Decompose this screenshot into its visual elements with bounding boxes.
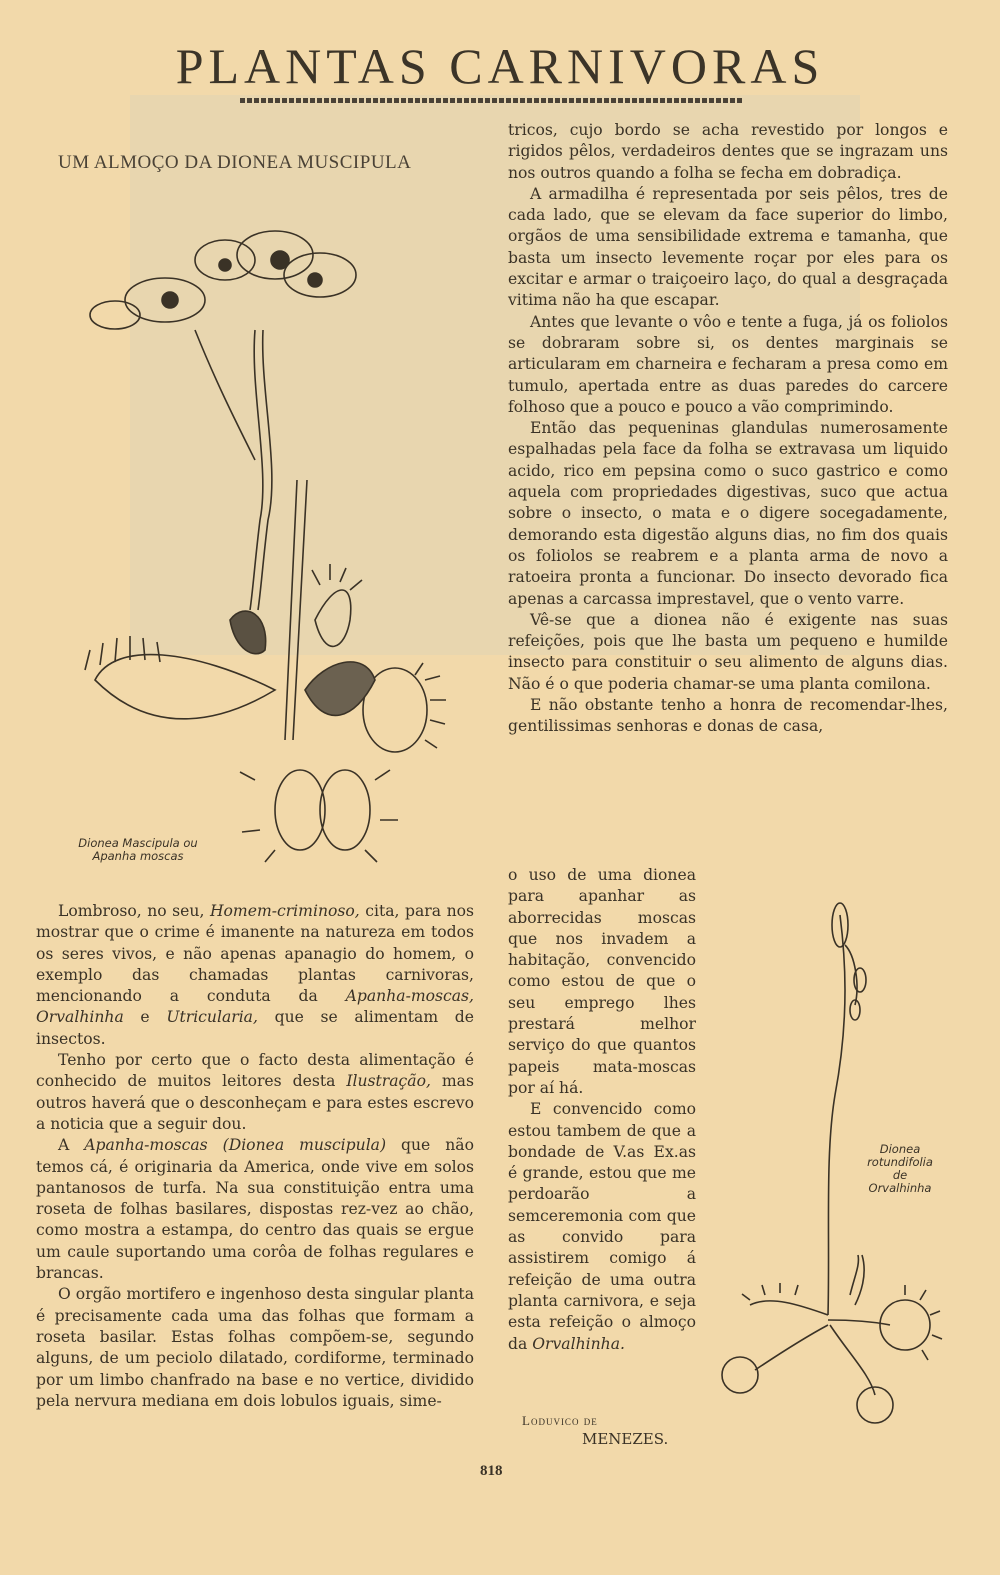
dotted-rule-divider bbox=[240, 98, 742, 103]
caption-line: Dionea Mascipula ou bbox=[78, 836, 198, 850]
caption-line: rotundifolia bbox=[867, 1155, 933, 1169]
dionea-muscipula-illustration bbox=[75, 220, 465, 870]
sundew-rosette bbox=[722, 1283, 942, 1423]
paragraph: A Apanha-moscas (Dionea muscipula) que não temos cá, é originaria da America, onde vive em solos pantanosos de turfa. Na sua constituição entra uma roseta de folhas basilares, dispostas rez-vez ao chão, como mostra a estampa, do centro das quais se ergue um caule suportando uma corôa de folhas regulares e brancas. bbox=[36, 1136, 474, 1283]
flower-stalk bbox=[250, 330, 263, 610]
caption-line: de bbox=[892, 1168, 908, 1182]
caption-line: Dionea bbox=[879, 1142, 921, 1156]
paragraph: A armadilha é representada por seis pêlos, tres de cada lado, que se elevam da face superior do limbo, orgãos de uma sensibilidade extrema e tamanha, que basta um insecto levemente roçar por eles para os excitar e armar o traiçoeiro laço, do qual a desgraçada vitima não ha que escapar. bbox=[508, 184, 948, 310]
paragraph: o uso de uma dionea para apanhar as aborrecidas moscas que nos invadem a habitação, convencido como estou de que o seu emprego lhes prestará melhor serviço do que quantos papeis mata-moscas por aí há. bbox=[508, 866, 696, 1097]
paragraph: E não obstante tenho a honra de recomendar-lhes, gentilissimas senhoras e donas de casa, bbox=[508, 696, 948, 736]
paragraph: tricos, cujo bordo se acha revestido por longos e rigidos pêlos, verdadeiros dentes que se ingrazam uns nos outros quando a folha se fecha em dobradiça. bbox=[508, 121, 948, 182]
figure-caption-dionea-rotundifolia bbox=[845, 1143, 955, 1195]
author-first-name: Loduvico de bbox=[522, 1413, 598, 1428]
article-column-left bbox=[36, 901, 474, 1412]
paragraph: Vê-se que a dionea não é exigente nas suas refeições, pois que lhe basta um pequeno e humilde insecto para constituir o seu alimento de alguns dias. Não é o que poderia chamar-se uma planta comilona. bbox=[508, 610, 948, 693]
flower-cluster bbox=[90, 231, 356, 329]
paragraph: O orgão mortifero e ingenhoso desta singular planta é precisamente cada uma das folhas que formam a roseta basilar. Estas folhas compõem-se, segundo alguns, de um peciolo dilatado, cordiforme, terminado por um limbo chanfrado na base e no vertice, dividido pela nervura mediana em dois lobulos iguais, sime- bbox=[36, 1285, 474, 1410]
caption-line: Apanha moscas bbox=[92, 849, 184, 863]
caption-line: Orvalhinha bbox=[868, 1181, 932, 1195]
paragraph: Antes que levante o vôo e tente a fuga, já os foliolos se dobraram sobre si, os dentes marginais se articularam em charneira e fecharam a presa como em tumulo, apertada entre as duas paredes do carcere folhoso que a pouco e pouco a vão comprimindo. bbox=[508, 312, 948, 416]
page-title: PLANTAS CARNIVORAS bbox=[175, 38, 825, 94]
paragraph: Tenho por certo que o facto desta alimentação é conhecido de muitos leitores desta Ilustração, mas outros haverá que o desconheçam e para estes escrevo a noticia que a seguir dou. bbox=[36, 1051, 474, 1133]
paragraph: E convencido como estou tambem de que a bondade de V.as Ex.as é grande, estou que me perdoarão a semceremonia com que as convido para assistirem comigo á refeição de uma outra planta carnivora, e seja esta refeição o almoço da Orvalhinha. bbox=[508, 1100, 696, 1353]
article-subtitle: UM ALMOÇO DA DIONEA MUSCIPULA bbox=[58, 152, 412, 173]
trap-leaves bbox=[85, 564, 446, 862]
paragraph: Lombroso, no seu, Homem-criminoso, cita, para nos mostrar que o crime é imanente na natureza em todos os seres vivos, e não apenas apanagio do homem, o exemplo das chamadas plantas carnivoras, mencionando a conduta da Apanha-moscas, Orvalhinha e Utricularia, que se alimentam de insectos. bbox=[36, 902, 474, 1048]
article-column-narrow bbox=[508, 865, 696, 1355]
page-number: 818 bbox=[480, 1463, 503, 1479]
figure-caption-dionea-muscipula bbox=[58, 837, 218, 863]
leaf-stem bbox=[285, 480, 307, 740]
paragraph: Então das pequeninas glandulas numerosamente espalhadas pela face da folha se extravasa um liquido acido, rico em pepsina como o suco gastrico e como aquela com propriedades digestivas, suco que actua sobre o insecto, o mata e o digere socegadamente, demorando esta digestão alguns dias, no fim dos quais os foliolos se reabrem e a planta arma de novo a ratoeira pronta a funcionar. Do insecto devorado fica apenas a carcassa imprestavel, que o vento varre. bbox=[508, 419, 948, 608]
article-column-right bbox=[508, 120, 948, 738]
author-last-name: MENEZES. bbox=[582, 1430, 669, 1448]
sundew-stalk bbox=[828, 915, 845, 1315]
